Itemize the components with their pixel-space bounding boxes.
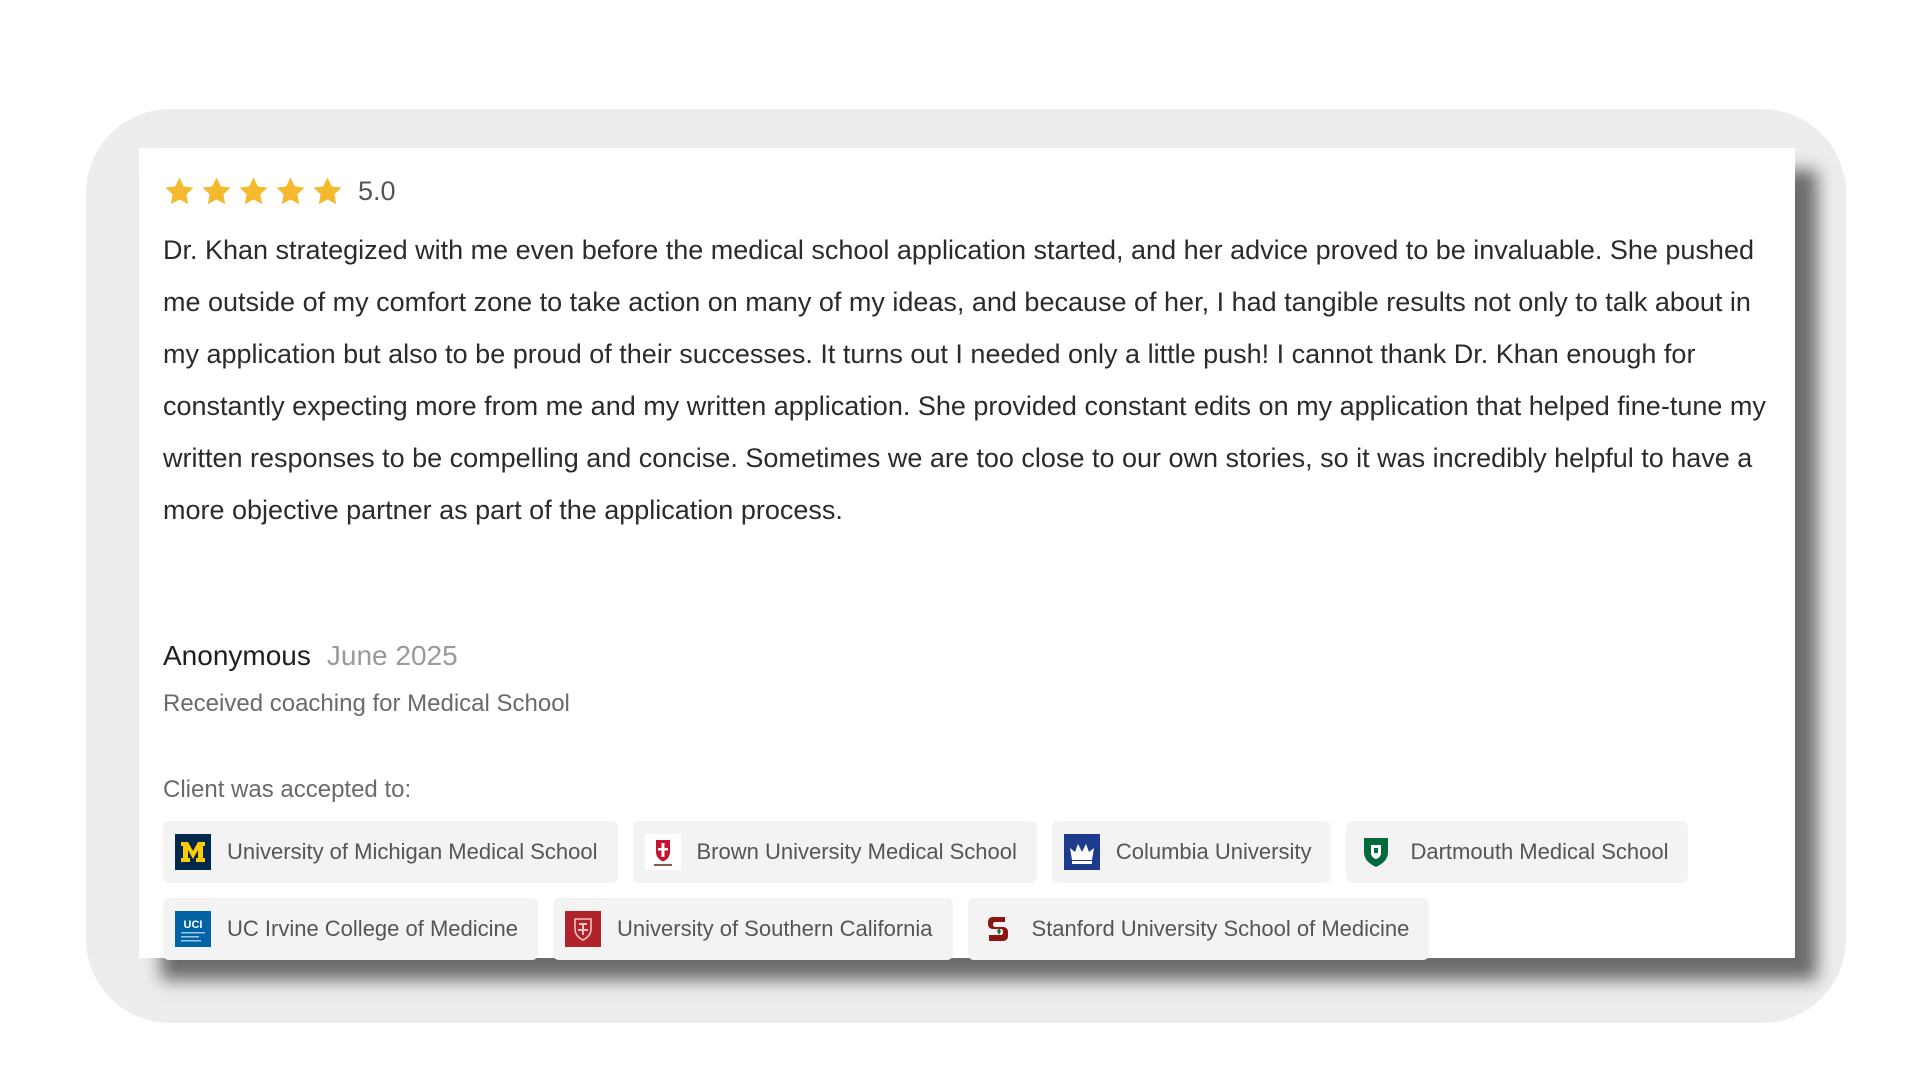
school-chip-columbia: [1052, 821, 1332, 883]
author-name: Anonymous: [163, 640, 311, 671]
school-list: [163, 821, 1775, 960]
school-chip-michigan: [163, 821, 618, 883]
rating-value: 5.0: [358, 175, 396, 206]
columbia-logo-icon: [1064, 834, 1100, 870]
coaching-type: Received coaching for Medical School: [163, 690, 570, 717]
school-chip-brown: [633, 821, 1037, 883]
review-card: [139, 148, 1795, 958]
star-icon: [237, 175, 270, 208]
star-icon: [311, 175, 344, 208]
review-date: June 2025: [326, 640, 458, 671]
review-text: Dr. Khan strategized with me even before the medical school application started, and her advice proved to be invaluable. She pushed me outside of my comfort zone to take action on many of my ideas, and because of her, I had tangible results not only to talk about in my application but also to be proud of their successes. It turns out I needed only a little push! I cannot thank Dr. Khan enough for constantly expecting more from me and my written application. She provided constant edits on my application that helped fine-tune my written responses to be compelling and concise. Sometimes we are too close to our own stories, so it was incredibly helpful to have a more objective partner as part of the application process.: [163, 235, 1766, 525]
rating-row: [163, 170, 1771, 212]
star-icon: [163, 175, 196, 208]
star-icon: [200, 175, 233, 208]
school-chip-uci: [163, 898, 538, 960]
school-name: Columbia University: [1115, 839, 1312, 864]
svg-text:UCI: UCI: [183, 919, 203, 931]
school-name: UC Irvine College of Medicine: [227, 916, 519, 941]
school-name: University of Southern California: [617, 916, 933, 941]
school-chip-dartmouth: [1346, 821, 1688, 883]
usc-logo-icon: [565, 911, 601, 947]
michigan-logo-icon: [175, 834, 211, 870]
star-rating: [163, 175, 344, 208]
school-chip-stanford: [968, 898, 1430, 960]
uci-logo-icon: [175, 911, 211, 947]
star-icon: [274, 175, 307, 208]
school-name: Brown University Medical School: [696, 839, 1017, 864]
stanford-logo-icon: [980, 911, 1016, 947]
school-name: Dartmouth Medical School: [1410, 839, 1669, 864]
brown-logo-icon: [645, 834, 681, 870]
school-chip-usc: [553, 898, 952, 960]
accepted-label: Client was accepted to:: [163, 776, 412, 803]
school-name: University of Michigan Medical School: [227, 839, 598, 864]
dartmouth-logo-icon: [1358, 834, 1394, 870]
author-row: [163, 640, 1771, 672]
school-name: Stanford University School of Medicine: [1031, 916, 1410, 941]
